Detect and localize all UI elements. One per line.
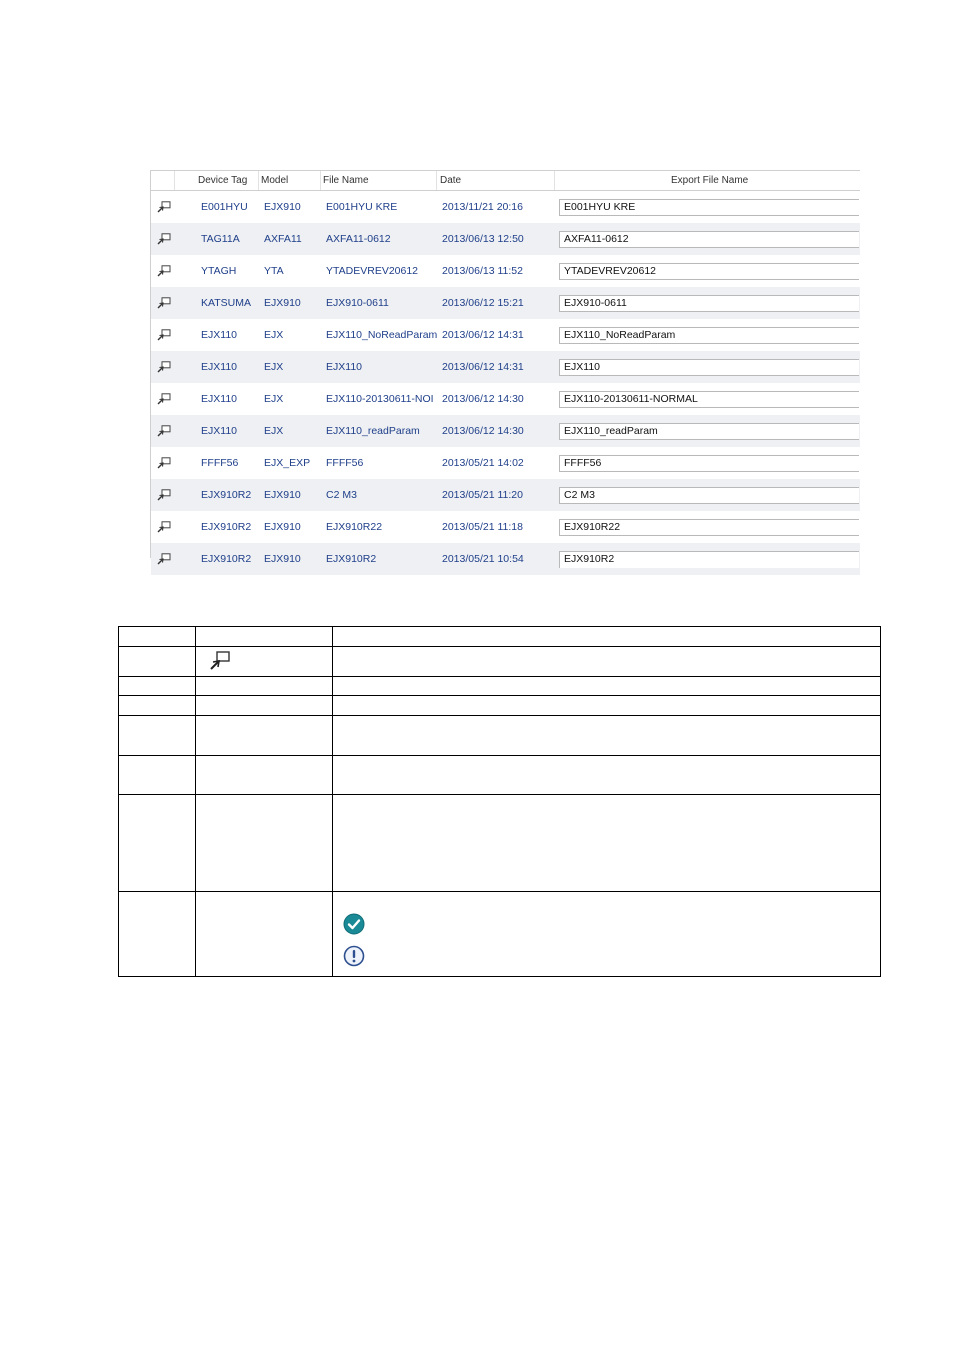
device-tag-cell: FFFF56 xyxy=(201,457,239,469)
table-row-divider xyxy=(119,676,880,677)
date-cell: 2013/06/12 14:30 xyxy=(442,425,524,437)
export-file-name-input[interactable]: YTADEVREV20612 xyxy=(559,263,859,280)
table-column-divider xyxy=(332,627,333,976)
export-file-name-input[interactable]: EJX110 xyxy=(559,359,859,376)
device-file-icon xyxy=(157,393,171,405)
device-file-icon xyxy=(157,489,171,501)
table-row-divider xyxy=(119,646,880,647)
export-file-name-input[interactable]: C2 M3 xyxy=(559,487,859,504)
device-file-icon xyxy=(157,329,171,341)
date-cell: 2013/06/12 14:30 xyxy=(442,393,524,405)
export-file-name-input[interactable]: EJX910-0611 xyxy=(559,295,859,312)
date-cell: 2013/05/21 10:54 xyxy=(442,553,524,565)
table-row[interactable] xyxy=(151,351,860,383)
date-cell: 2013/05/21 14:02 xyxy=(442,457,524,469)
export-file-name-input[interactable]: EJX910R2 xyxy=(559,551,859,568)
device-file-icon xyxy=(157,297,171,309)
model-cell: YTA xyxy=(264,265,284,277)
file-name-cell: EJX910R22 xyxy=(326,521,383,533)
device-file-icon xyxy=(157,265,171,277)
model-cell: EJX xyxy=(264,361,284,373)
export-file-name-input[interactable]: FFFF56 xyxy=(559,455,859,472)
exclamation-circle-icon xyxy=(343,945,365,967)
date-cell: 2013/05/21 11:20 xyxy=(442,489,523,501)
table-row-divider xyxy=(119,891,880,892)
model-cell: EJX xyxy=(264,393,284,405)
device-tag-cell: EJX910R2 xyxy=(201,553,252,565)
model-cell: EJX910 xyxy=(264,201,301,213)
file-list-grid xyxy=(150,170,860,565)
table-row[interactable] xyxy=(151,383,860,415)
device-file-icon xyxy=(157,201,171,213)
checkmark-circle-icon xyxy=(343,913,365,935)
device-file-icon xyxy=(157,457,171,469)
device-file-icon xyxy=(157,233,171,245)
table-row[interactable] xyxy=(151,511,860,543)
export-file-name-input[interactable]: EJX110-20130611-NORMAL xyxy=(559,391,859,408)
date-cell: 2013/06/13 12:50 xyxy=(442,233,524,245)
file-name-cell: EJX110_readParam xyxy=(326,425,420,437)
device-file-icon xyxy=(157,553,171,565)
date-cell: 2013/06/13 11:52 xyxy=(442,265,523,277)
model-cell: EJX xyxy=(264,329,284,341)
device-tag-cell: TAG11A xyxy=(201,233,240,245)
model-cell: EJX910 xyxy=(264,521,301,533)
table-row[interactable] xyxy=(151,415,860,447)
table-row-divider xyxy=(119,695,880,696)
device-file-icon xyxy=(157,521,171,533)
file-name-cell: EJX110 xyxy=(326,361,362,373)
export-file-name-input[interactable]: EJX110_readParam xyxy=(559,423,859,440)
file-list-header xyxy=(151,170,860,191)
file-list-body xyxy=(151,191,860,575)
device-file-icon xyxy=(209,651,231,671)
device-tag-cell: KATSUMA xyxy=(201,297,251,309)
date-cell: 2013/06/12 14:31 xyxy=(442,361,524,373)
table-column-divider xyxy=(195,627,196,976)
file-name-cell: EJX110-20130611-NOI xyxy=(326,393,434,405)
model-cell: AXFA11 xyxy=(264,233,302,245)
table-row-divider xyxy=(119,755,880,756)
device-tag-cell: EJX110 xyxy=(201,361,237,373)
date-cell: 2013/05/21 11:18 xyxy=(442,521,523,533)
column-header-file-name[interactable]: File Name xyxy=(323,175,369,186)
device-tag-cell: EJX110 xyxy=(201,425,237,437)
file-name-cell: AXFA11-0612 xyxy=(326,233,391,245)
file-name-cell: C2 M3 xyxy=(326,489,357,501)
model-cell: EJX910 xyxy=(264,489,301,501)
export-file-name-input[interactable]: EJX910R22 xyxy=(559,519,859,536)
table-row[interactable] xyxy=(151,543,860,575)
device-tag-cell: EJX910R2 xyxy=(201,521,252,533)
device-file-icon xyxy=(157,361,171,373)
table-row[interactable] xyxy=(151,287,860,319)
export-file-name-input[interactable]: EJX110_NoReadParam xyxy=(559,327,859,344)
legend-table xyxy=(118,626,881,977)
export-file-name-input[interactable]: AXFA11-0612 xyxy=(559,231,859,248)
model-cell: EJX_EXP xyxy=(264,457,311,469)
device-tag-cell: EJX910R2 xyxy=(201,489,252,501)
date-cell: 2013/11/21 20:16 xyxy=(442,201,523,213)
table-row-divider xyxy=(119,794,880,795)
device-tag-cell: E001HYU xyxy=(201,201,248,213)
file-name-cell: EJX910-0611 xyxy=(326,297,389,309)
device-tag-cell: EJX110 xyxy=(201,329,237,341)
column-header-export-file-name[interactable]: Export File Name xyxy=(671,175,749,186)
column-header-model[interactable]: Model xyxy=(261,175,289,186)
device-tag-cell: YTAGH xyxy=(201,265,237,277)
column-header-date[interactable]: Date xyxy=(440,175,462,186)
column-header-device-tag[interactable]: Device Tag xyxy=(198,175,248,186)
device-file-icon xyxy=(157,425,171,437)
model-cell: EJX xyxy=(264,425,284,437)
file-name-cell: E001HYU KRE xyxy=(326,201,398,213)
model-cell: EJX910 xyxy=(264,297,301,309)
file-name-cell: FFFF56 xyxy=(326,457,364,469)
table-row[interactable] xyxy=(151,479,860,511)
date-cell: 2013/06/12 15:21 xyxy=(442,297,524,309)
model-cell: EJX910 xyxy=(264,553,301,565)
date-cell: 2013/06/12 14:31 xyxy=(442,329,524,341)
table-row[interactable] xyxy=(151,223,860,255)
file-name-cell: EJX110_NoReadParam xyxy=(326,329,438,341)
file-name-cell: YTADEVREV20612 xyxy=(326,265,419,277)
table-row[interactable] xyxy=(151,255,860,287)
table-row[interactable] xyxy=(151,191,860,223)
file-name-cell: EJX910R2 xyxy=(326,553,377,565)
export-file-name-input[interactable]: E001HYU KRE xyxy=(559,199,859,216)
table-row[interactable] xyxy=(151,447,860,479)
device-tag-cell: EJX110 xyxy=(201,393,237,405)
table-row[interactable] xyxy=(151,319,860,351)
table-row-divider xyxy=(119,715,880,716)
